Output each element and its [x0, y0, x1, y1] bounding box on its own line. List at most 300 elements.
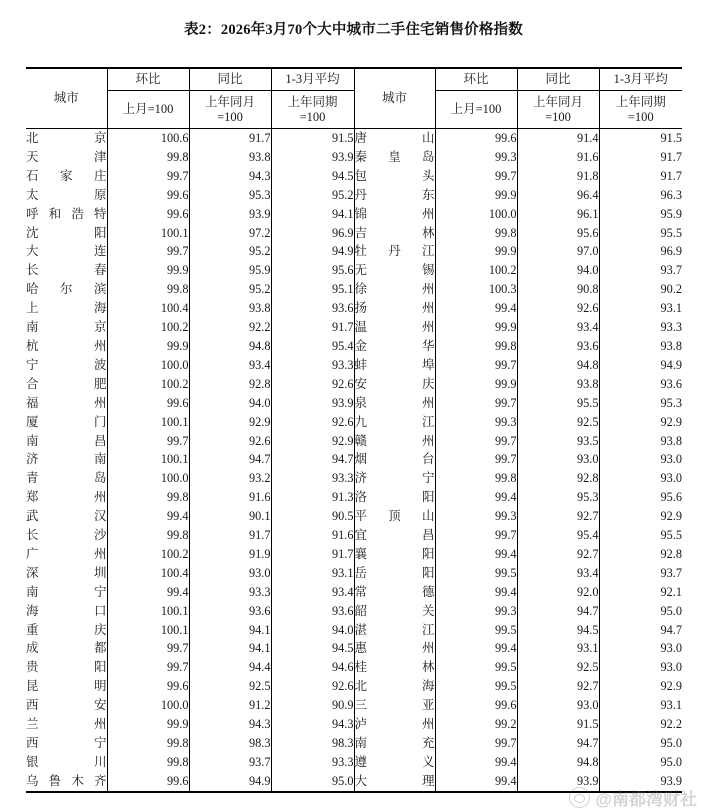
value-mom-left: 100.0 [107, 696, 189, 715]
city-name-right: 安庆 [354, 375, 435, 394]
city-name-right: 锦州 [354, 205, 435, 224]
value-mom-left: 99.7 [107, 167, 189, 186]
header-group-avg-right: 1-3月平均 [599, 68, 682, 91]
value-mom-left: 99.8 [107, 753, 189, 772]
value-avg-right: 93.8 [660, 433, 682, 448]
table-row [26, 677, 682, 696]
value-avg-right: 93.0 [660, 471, 682, 486]
city-name-right: 宜昌 [354, 526, 435, 545]
watermark-text: @南都湾财社 [595, 790, 697, 809]
value-mom-left: 100.1 [107, 224, 189, 243]
value-yoy-right: 94.8 [517, 356, 599, 375]
table-row [26, 356, 682, 375]
value-avg-left: 94.1 [271, 205, 354, 224]
value-mom-right: 99.8 [435, 337, 517, 356]
header-sub-avg-left [271, 91, 354, 129]
value-mom-right: 100.3 [435, 280, 517, 299]
value-avg-left: 95.6 [271, 261, 354, 280]
value-mom-right: 99.4 [435, 772, 517, 792]
value-yoy-left: 98.3 [189, 734, 271, 753]
table-row [26, 129, 682, 148]
city-name-right: 唐山 [354, 129, 435, 148]
table-row [26, 639, 682, 658]
table-row [26, 224, 682, 243]
value-yoy-left: 92.2 [189, 318, 271, 337]
value-yoy-right: 91.5 [517, 715, 599, 734]
value-avg-left: 91.7 [271, 545, 354, 564]
city-name-left: 宁波 [26, 356, 107, 375]
value-avg-right: 93.0 [660, 641, 682, 656]
city-name-left: 大连 [26, 242, 107, 261]
value-mom-left: 100.0 [107, 356, 189, 375]
city-name-right: 湛江 [354, 621, 435, 640]
city-name-right: 惠州 [354, 639, 435, 658]
header-group-mom-right: 环比 [435, 68, 517, 91]
value-mom-left: 99.9 [107, 337, 189, 356]
header-sub-avg-right [599, 91, 682, 129]
value-avg-right: 93.0 [660, 452, 682, 467]
city-name-right: 三亚 [354, 696, 435, 715]
value-avg-right: 92.8 [660, 546, 682, 561]
city-name-right: 桂林 [354, 658, 435, 677]
value-mom-right: 99.9 [435, 242, 517, 261]
value-mom-right: 100.0 [435, 205, 517, 224]
value-yoy-right: 96.1 [517, 205, 599, 224]
city-name-left: 兰州 [26, 715, 107, 734]
city-name-right: 大理 [354, 772, 435, 792]
value-yoy-right: 96.4 [517, 186, 599, 205]
city-name-left: 上海 [26, 299, 107, 318]
value-yoy-right: 92.7 [517, 545, 599, 564]
value-yoy-right: 91.6 [517, 148, 599, 167]
header-sub-yoy-right-line1: 上年同月 [532, 94, 583, 109]
city-name-left: 西安 [26, 696, 107, 715]
city-name-right: 平顶山 [354, 507, 435, 526]
value-mom-left: 99.7 [107, 432, 189, 451]
header-sub-avg-left-line1: 上年同期 [287, 94, 338, 109]
value-mom-right: 99.5 [435, 621, 517, 640]
city-name-right: 襄阳 [354, 545, 435, 564]
value-avg-right: 96.9 [660, 244, 682, 259]
table-row [26, 450, 682, 469]
price-index-table [26, 67, 682, 793]
header-sub-mom-left: 上月=100 [107, 91, 189, 129]
value-yoy-left: 93.8 [189, 148, 271, 167]
value-mom-right: 99.2 [435, 715, 517, 734]
value-mom-left: 99.8 [107, 526, 189, 545]
value-avg-right: 93.1 [660, 301, 682, 316]
value-yoy-left: 93.9 [189, 205, 271, 224]
value-yoy-right: 95.3 [517, 488, 599, 507]
value-mom-left: 100.1 [107, 450, 189, 469]
value-avg-left: 95.4 [271, 337, 354, 356]
city-name-right: 九江 [354, 413, 435, 432]
city-name-left: 石家庄 [26, 167, 107, 186]
value-avg-right: 92.2 [660, 717, 682, 732]
value-yoy-right: 93.0 [517, 696, 599, 715]
value-mom-left: 100.2 [107, 375, 189, 394]
value-avg-right: 91.7 [660, 168, 682, 183]
value-mom-right: 99.8 [435, 469, 517, 488]
city-name-right: 吉林 [354, 224, 435, 243]
value-yoy-left: 92.8 [189, 375, 271, 394]
value-mom-right: 99.6 [435, 129, 517, 148]
city-name-left: 福州 [26, 394, 107, 413]
value-yoy-right: 90.8 [517, 280, 599, 299]
value-avg-left: 98.3 [271, 734, 354, 753]
table-row [26, 394, 682, 413]
value-mom-right: 99.5 [435, 564, 517, 583]
value-yoy-right: 93.4 [517, 318, 599, 337]
city-name-right: 常德 [354, 583, 435, 602]
value-mom-left: 100.0 [107, 469, 189, 488]
table-row [26, 280, 682, 299]
value-yoy-left: 93.6 [189, 602, 271, 621]
value-avg-right: 93.0 [660, 660, 682, 675]
city-name-right: 包头 [354, 167, 435, 186]
value-avg-right: 95.5 [660, 528, 682, 543]
table-row [26, 564, 682, 583]
price-index-table-container [26, 67, 681, 793]
city-name-right: 扬州 [354, 299, 435, 318]
value-avg-right: 94.9 [660, 357, 682, 372]
value-avg-left: 94.5 [271, 639, 354, 658]
value-mom-right: 99.7 [435, 734, 517, 753]
city-name-left: 呼和浩特 [26, 205, 107, 224]
value-mom-left: 99.6 [107, 772, 189, 792]
city-name-right: 烟台 [354, 450, 435, 469]
value-mom-left: 100.2 [107, 545, 189, 564]
value-avg-left: 92.6 [271, 375, 354, 394]
value-mom-left: 99.8 [107, 734, 189, 753]
value-yoy-right: 93.6 [517, 337, 599, 356]
city-name-left: 武汉 [26, 507, 107, 526]
city-name-right: 洛阳 [354, 488, 435, 507]
value-avg-left: 95.1 [271, 280, 354, 299]
city-name-right: 遵义 [354, 753, 435, 772]
table-row [26, 583, 682, 602]
value-avg-right: 93.6 [660, 376, 682, 391]
header-group-row [26, 68, 682, 91]
city-name-left: 海口 [26, 602, 107, 621]
value-avg-right: 92.9 [660, 679, 682, 694]
city-name-left: 广州 [26, 545, 107, 564]
value-mom-right: 99.4 [435, 753, 517, 772]
value-mom-left: 99.6 [107, 677, 189, 696]
value-avg-right: 95.9 [660, 206, 682, 221]
value-yoy-right: 94.7 [517, 734, 599, 753]
city-name-right: 徐州 [354, 280, 435, 299]
value-avg-right: 94.7 [660, 622, 682, 637]
value-yoy-right: 94.8 [517, 753, 599, 772]
table-row [26, 734, 682, 753]
table-row [26, 545, 682, 564]
value-avg-left: 94.6 [271, 658, 354, 677]
table-row [26, 488, 682, 507]
value-yoy-left: 92.9 [189, 413, 271, 432]
value-yoy-left: 95.9 [189, 261, 271, 280]
value-yoy-right: 93.1 [517, 639, 599, 658]
value-avg-left: 92.6 [271, 413, 354, 432]
value-avg-left: 92.6 [271, 677, 354, 696]
value-avg-left: 93.3 [271, 469, 354, 488]
value-yoy-right: 97.0 [517, 242, 599, 261]
value-yoy-left: 92.5 [189, 677, 271, 696]
table-row [26, 261, 682, 280]
value-mom-left: 99.4 [107, 507, 189, 526]
city-name-left: 哈尔滨 [26, 280, 107, 299]
value-yoy-right: 92.8 [517, 469, 599, 488]
city-name-right: 岳阳 [354, 564, 435, 583]
city-name-right: 赣州 [354, 432, 435, 451]
city-name-right: 无锡 [354, 261, 435, 280]
value-mom-left: 99.7 [107, 658, 189, 677]
header-sub-avg-right-line2: =100 [627, 109, 654, 124]
table-row [26, 432, 682, 451]
city-name-left: 银川 [26, 753, 107, 772]
value-yoy-right: 94.5 [517, 621, 599, 640]
table-row [26, 318, 682, 337]
value-yoy-right: 92.5 [517, 413, 599, 432]
value-yoy-left: 94.3 [189, 715, 271, 734]
value-avg-left: 91.3 [271, 488, 354, 507]
header-group-avg-left: 1-3月平均 [271, 68, 354, 91]
city-name-right: 丹东 [354, 186, 435, 205]
value-mom-right: 99.4 [435, 639, 517, 658]
city-name-left: 重庆 [26, 621, 107, 640]
header-sub-avg-left-line2: =100 [299, 109, 326, 124]
table-row [26, 602, 682, 621]
value-yoy-right: 95.6 [517, 224, 599, 243]
value-mom-left: 99.8 [107, 280, 189, 299]
table-row [26, 413, 682, 432]
value-avg-left: 90.9 [271, 696, 354, 715]
value-mom-left: 99.8 [107, 148, 189, 167]
value-mom-left: 99.7 [107, 639, 189, 658]
value-mom-right: 99.4 [435, 583, 517, 602]
value-avg-right: 91.5 [660, 131, 682, 145]
header-sub-yoy-right-line2: =100 [545, 109, 571, 124]
value-avg-left: 94.9 [271, 242, 354, 261]
value-mom-left: 99.9 [107, 261, 189, 280]
header-group-yoy-left: 同比 [189, 68, 271, 91]
value-avg-left: 96.9 [271, 224, 354, 243]
value-mom-right: 99.3 [435, 148, 517, 167]
value-avg-left: 91.7 [271, 318, 354, 337]
value-yoy-left: 93.3 [189, 583, 271, 602]
city-name-right: 秦皇岛 [354, 148, 435, 167]
city-name-left: 长沙 [26, 526, 107, 545]
value-avg-right: 93.3 [660, 320, 682, 335]
value-mom-right: 99.7 [435, 356, 517, 375]
table-row [26, 375, 682, 394]
header-sub-yoy-right [517, 91, 599, 129]
value-yoy-right: 92.5 [517, 658, 599, 677]
table-row [26, 299, 682, 318]
value-yoy-right: 93.5 [517, 432, 599, 451]
city-name-left: 合肥 [26, 375, 107, 394]
header-group-mom-left: 环比 [107, 68, 189, 91]
value-yoy-right: 93.9 [517, 772, 599, 792]
value-avg-right: 92.9 [660, 414, 682, 429]
value-avg-right: 96.3 [660, 187, 682, 202]
city-name-right: 泸州 [354, 715, 435, 734]
value-mom-right: 99.3 [435, 602, 517, 621]
value-avg-left: 91.5 [271, 129, 354, 148]
value-mom-left: 99.9 [107, 715, 189, 734]
table-row [26, 715, 682, 734]
value-avg-right: 93.7 [660, 263, 682, 278]
value-yoy-right: 91.4 [517, 129, 599, 148]
value-mom-left: 100.1 [107, 413, 189, 432]
city-name-left: 郑州 [26, 488, 107, 507]
city-name-left: 南宁 [26, 583, 107, 602]
value-avg-right: 90.2 [660, 282, 682, 297]
value-avg-left: 94.3 [271, 715, 354, 734]
value-avg-left: 93.9 [271, 394, 354, 413]
header-group-yoy-right: 同比 [517, 68, 599, 91]
table-row [26, 507, 682, 526]
value-yoy-left: 93.7 [189, 753, 271, 772]
value-mom-left: 100.1 [107, 602, 189, 621]
value-yoy-left: 94.9 [189, 772, 271, 792]
table-row [26, 526, 682, 545]
value-mom-right: 99.4 [435, 488, 517, 507]
value-mom-right: 99.7 [435, 394, 517, 413]
value-mom-right: 99.3 [435, 507, 517, 526]
value-yoy-left: 91.7 [189, 129, 271, 148]
header-sub-avg-right-line1: 上年同期 [615, 94, 666, 109]
table-row [26, 621, 682, 640]
city-name-left: 太原 [26, 186, 107, 205]
value-yoy-left: 91.7 [189, 526, 271, 545]
value-mom-left: 100.4 [107, 299, 189, 318]
city-name-right: 韶关 [354, 602, 435, 621]
value-avg-left: 90.5 [271, 507, 354, 526]
city-name-right: 济宁 [354, 469, 435, 488]
value-yoy-right: 95.5 [517, 394, 599, 413]
value-avg-left: 93.6 [271, 299, 354, 318]
value-yoy-right: 94.7 [517, 602, 599, 621]
value-avg-left: 94.7 [271, 450, 354, 469]
table-head [26, 68, 682, 129]
value-yoy-left: 93.8 [189, 299, 271, 318]
value-avg-left: 94.0 [271, 621, 354, 640]
value-yoy-left: 91.2 [189, 696, 271, 715]
city-name-left: 沈阳 [26, 224, 107, 243]
city-name-right: 蚌埠 [354, 356, 435, 375]
header-sub-yoy-left [189, 91, 271, 129]
header-city-right: 城市 [354, 68, 435, 129]
city-name-left: 济南 [26, 450, 107, 469]
table-row [26, 337, 682, 356]
city-name-left: 南昌 [26, 432, 107, 451]
value-yoy-left: 94.1 [189, 621, 271, 640]
value-yoy-right: 94.0 [517, 261, 599, 280]
header-sub-mom-right: 上月=100 [435, 91, 517, 129]
city-name-left: 乌鲁木齐 [26, 772, 107, 792]
value-avg-right: 92.9 [660, 509, 682, 524]
value-yoy-left: 93.2 [189, 469, 271, 488]
value-avg-left: 94.5 [271, 167, 354, 186]
value-yoy-left: 95.3 [189, 186, 271, 205]
value-avg-right: 95.5 [660, 225, 682, 240]
value-avg-left: 93.9 [271, 148, 354, 167]
value-yoy-right: 92.0 [517, 583, 599, 602]
value-yoy-left: 95.2 [189, 242, 271, 261]
value-yoy-right: 91.8 [517, 167, 599, 186]
table-row [26, 753, 682, 772]
value-yoy-left: 95.2 [189, 280, 271, 299]
value-avg-right: 95.3 [660, 395, 682, 410]
city-name-right: 北海 [354, 677, 435, 696]
value-mom-left: 99.4 [107, 583, 189, 602]
value-yoy-left: 94.3 [189, 167, 271, 186]
table-row [26, 242, 682, 261]
value-yoy-left: 90.1 [189, 507, 271, 526]
header-city-left: 城市 [26, 68, 107, 129]
value-mom-left: 99.8 [107, 488, 189, 507]
value-mom-right: 99.8 [435, 224, 517, 243]
city-name-left: 厦门 [26, 413, 107, 432]
city-name-left: 西宁 [26, 734, 107, 753]
value-yoy-right: 93.8 [517, 375, 599, 394]
value-yoy-left: 93.0 [189, 564, 271, 583]
value-avg-left: 93.3 [271, 753, 354, 772]
city-name-right: 温州 [354, 318, 435, 337]
table-body [26, 129, 682, 792]
value-avg-right: 95.0 [660, 736, 682, 750]
header-sub-yoy-left-line2: =100 [217, 109, 243, 124]
city-name-right: 金华 [354, 337, 435, 356]
value-avg-left: 91.6 [271, 526, 354, 545]
header-sub-yoy-left-line1: 上年同月 [204, 94, 255, 109]
value-avg-left: 93.3 [271, 356, 354, 375]
city-name-left: 深圳 [26, 564, 107, 583]
value-mom-right: 99.3 [435, 413, 517, 432]
value-mom-right: 100.2 [435, 261, 517, 280]
table-row [26, 696, 682, 715]
value-mom-right: 99.6 [435, 696, 517, 715]
city-name-left: 南京 [26, 318, 107, 337]
value-avg-left: 92.9 [271, 432, 354, 451]
value-yoy-right: 93.0 [517, 450, 599, 469]
value-yoy-right: 92.6 [517, 299, 599, 318]
value-yoy-left: 91.9 [189, 545, 271, 564]
value-mom-right: 99.7 [435, 167, 517, 186]
value-yoy-left: 97.2 [189, 224, 271, 243]
value-mom-right: 99.5 [435, 677, 517, 696]
table-row [26, 658, 682, 677]
value-yoy-left: 92.6 [189, 432, 271, 451]
value-mom-left: 100.6 [107, 129, 189, 148]
value-avg-right: 93.7 [660, 565, 682, 580]
table-row [26, 469, 682, 488]
value-yoy-left: 94.7 [189, 450, 271, 469]
page-title: 表2：2026年3月70个大中城市二手住宅销售价格指数 [184, 22, 523, 38]
value-mom-left: 100.4 [107, 564, 189, 583]
city-name-left: 杭州 [26, 337, 107, 356]
value-mom-right: 99.7 [435, 450, 517, 469]
value-mom-left: 100.2 [107, 318, 189, 337]
value-avg-right: 95.0 [660, 603, 682, 618]
value-avg-left: 93.1 [271, 564, 354, 583]
value-avg-right: 95.0 [660, 754, 682, 769]
city-name-left: 贵阳 [26, 658, 107, 677]
value-yoy-right: 92.7 [517, 677, 599, 696]
value-yoy-left: 94.8 [189, 337, 271, 356]
value-mom-right: 99.9 [435, 186, 517, 205]
